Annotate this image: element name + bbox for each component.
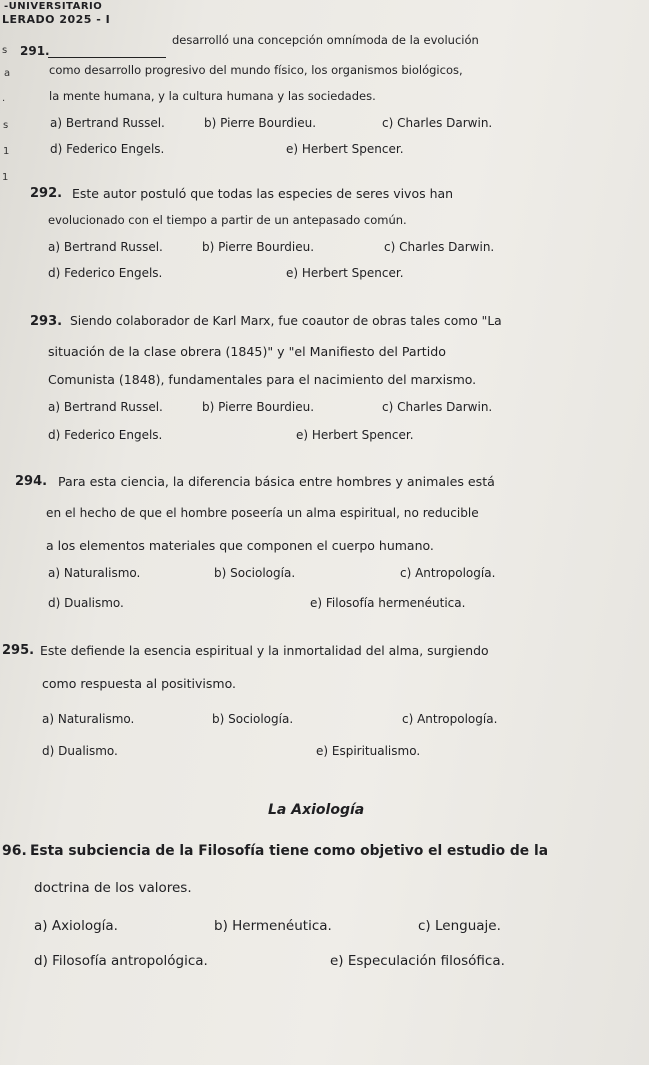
question-number: 295. xyxy=(2,643,35,658)
option-b[interactable]: b) Sociología. xyxy=(212,712,294,726)
option-c[interactable]: c) Antropología. xyxy=(402,712,498,726)
option-d[interactable]: d) Federico Engels. xyxy=(50,142,165,156)
question-text: Para esta ciencia, la diferencia básica entre hombres y animales está xyxy=(58,474,495,489)
question-text: situación de la clase obrera (1845)" y "el Manifiesto del Partido xyxy=(48,344,446,359)
option-d[interactable]: d) Filosofía antropológica. xyxy=(34,953,208,969)
option-c[interactable]: c) Charles Darwin. xyxy=(382,116,493,130)
option-a[interactable]: a) Naturalismo. xyxy=(48,566,141,580)
option-a[interactable]: a) Bertrand Russel. xyxy=(48,240,163,254)
question-number: 291. xyxy=(20,44,50,58)
question-text: en el hecho de que el hombre poseería un alma espiritual, no reducible xyxy=(46,506,479,520)
question-text: Este autor postuló que todas las especies de seres vivos han xyxy=(72,186,454,201)
option-e[interactable]: e) Espiritualismo. xyxy=(316,744,421,758)
margin-mark: 1 xyxy=(2,172,9,183)
answer-blank xyxy=(48,57,166,58)
option-b[interactable]: b) Pierre Bourdieu. xyxy=(204,116,317,130)
question-text: Esta subciencia de la Filosofía tiene como objetivo el estudio de la xyxy=(30,843,549,859)
question-number: 293. xyxy=(30,314,63,329)
section-title: La Axiología xyxy=(268,802,365,818)
margin-mark: s xyxy=(2,45,8,56)
question-text: doctrina de los valores. xyxy=(34,880,192,896)
header-university: -UNIVERSITARIO xyxy=(4,1,103,12)
question-text: como desarrollo progresivo del mundo físico, los organismos biológicos, xyxy=(49,63,463,77)
margin-mark: s xyxy=(3,120,9,131)
option-c[interactable]: c) Charles Darwin. xyxy=(384,240,495,254)
question-text: Este defiende la esencia espiritual y la inmortalidad del alma, surgiendo xyxy=(40,643,489,658)
question-text: como respuesta al positivismo. xyxy=(42,676,236,691)
option-b[interactable]: b) Pierre Bourdieu. xyxy=(202,240,315,254)
option-d[interactable]: d) Federico Engels. xyxy=(48,266,163,280)
option-d[interactable]: d) Federico Engels. xyxy=(48,428,163,442)
option-e[interactable]: e) Herbert Spencer. xyxy=(296,428,414,442)
question-number: 96. xyxy=(2,843,27,859)
option-a[interactable]: a) Bertrand Russel. xyxy=(50,116,165,130)
question-number: 294. xyxy=(15,474,48,489)
option-a[interactable]: a) Axiología. xyxy=(34,918,118,934)
option-d[interactable]: d) Dualismo. xyxy=(42,744,118,758)
option-b[interactable]: b) Sociología. xyxy=(214,566,296,580)
option-c[interactable]: c) Lenguaje. xyxy=(418,918,501,934)
margin-mark: a xyxy=(4,68,11,79)
option-a[interactable]: a) Bertrand Russel. xyxy=(48,400,163,414)
margin-mark: 1 xyxy=(3,146,10,157)
question-text: desarrolló una concepción omnímoda de la evolución xyxy=(172,33,479,47)
question-text: la mente humana, y la cultura humana y las sociedades. xyxy=(49,89,376,103)
option-a[interactable]: a) Naturalismo. xyxy=(42,712,135,726)
option-b[interactable]: b) Hermenéutica. xyxy=(214,918,332,934)
option-d[interactable]: d) Dualismo. xyxy=(48,596,124,610)
question-number: 292. xyxy=(30,186,63,201)
option-e[interactable]: e) Herbert Spencer. xyxy=(286,142,404,156)
option-e[interactable]: e) Herbert Spencer. xyxy=(286,266,404,280)
option-e[interactable]: e) Especulación filosófica. xyxy=(330,953,505,969)
question-text: evolucionado con el tiempo a partir de un antepasado común. xyxy=(48,213,407,227)
margin-mark: . xyxy=(2,93,6,104)
question-text: Comunista (1848), fundamentales para el nacimiento del marxismo. xyxy=(48,372,477,387)
option-e[interactable]: e) Filosofía hermenéutica. xyxy=(310,596,466,610)
question-text: Siendo colaborador de Karl Marx, fue coautor de obras tales como "La xyxy=(70,314,502,328)
option-c[interactable]: c) Charles Darwin. xyxy=(382,400,493,414)
header-level: LERADO 2025 - I xyxy=(2,13,111,26)
option-b[interactable]: b) Pierre Bourdieu. xyxy=(202,400,315,414)
question-text: a los elementos materiales que componen el cuerpo humano. xyxy=(46,538,434,553)
option-c[interactable]: c) Antropología. xyxy=(400,566,496,580)
